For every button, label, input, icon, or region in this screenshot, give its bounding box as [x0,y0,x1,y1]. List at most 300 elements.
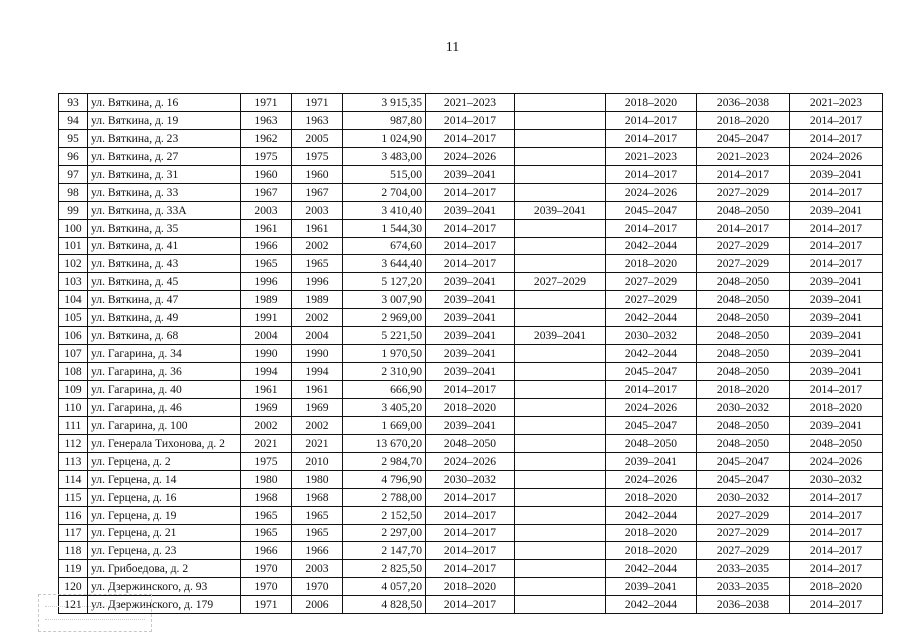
year-cell: 2002 [292,309,343,327]
period-cell: 2039–2041 [790,201,883,219]
period-cell: 2014–2017 [606,165,697,183]
period-cell: 2027–2029 [697,506,790,524]
construction-year-cell: 1996 [241,273,292,291]
period-cell [515,94,606,112]
period-cell: 2048–2050 [697,363,790,381]
address-cell: ул. Вяткина, д. 33 [88,183,241,201]
period-cell: 2014–2017 [426,219,515,237]
construction-year-cell: 1970 [241,560,292,578]
row-number-cell: 118 [59,542,88,560]
period-cell: 2039–2041 [790,416,883,434]
year-cell: 1996 [292,273,343,291]
period-cell [515,345,606,363]
table-row [59,94,883,112]
year-cell: 1965 [292,524,343,542]
row-number-cell: 108 [59,363,88,381]
period-cell: 2048–2050 [606,434,697,452]
period-cell: 2042–2044 [606,309,697,327]
table-row [59,560,883,578]
period-cell [515,470,606,488]
table-row [59,165,883,183]
period-cell: 2014–2017 [426,111,515,129]
period-cell: 2039–2041 [515,201,606,219]
period-cell: 2027–2029 [697,524,790,542]
period-cell: 2018–2020 [606,524,697,542]
row-number-cell: 96 [59,147,88,165]
construction-year-cell: 1969 [241,398,292,416]
address-cell: ул. Герцена, д. 23 [88,542,241,560]
year-cell: 2004 [292,327,343,345]
construction-year-cell: 1968 [241,488,292,506]
period-cell: 2014–2017 [426,129,515,147]
table-row [59,542,883,560]
period-cell: 2014–2017 [790,506,883,524]
year-cell: 2002 [292,416,343,434]
period-cell: 2027–2029 [606,273,697,291]
row-number-cell: 101 [59,237,88,255]
period-cell: 2014–2017 [790,381,883,399]
period-cell: 2014–2017 [426,596,515,614]
period-cell: 2014–2017 [790,219,883,237]
year-cell: 1990 [292,345,343,363]
period-cell: 2014–2017 [790,255,883,273]
period-cell [515,434,606,452]
area-cell: 2 788,00 [343,488,426,506]
area-cell: 674,60 [343,237,426,255]
period-cell [515,363,606,381]
period-cell [515,488,606,506]
table-row [59,273,883,291]
period-cell: 2014–2017 [606,111,697,129]
row-number-cell: 95 [59,129,88,147]
area-cell: 2 297,00 [343,524,426,542]
area-cell: 1 024,90 [343,129,426,147]
period-cell: 2014–2017 [790,111,883,129]
period-cell: 2014–2017 [426,506,515,524]
construction-year-cell: 1975 [241,147,292,165]
table-row [59,129,883,147]
period-cell: 2033–2035 [697,560,790,578]
period-cell: 2024–2026 [606,470,697,488]
period-cell [515,165,606,183]
period-cell: 2048–2050 [790,434,883,452]
period-cell [515,452,606,470]
year-cell: 1963 [292,111,343,129]
address-cell: ул. Вяткина, д. 23 [88,129,241,147]
period-cell: 2039–2041 [426,345,515,363]
year-cell: 2005 [292,129,343,147]
period-cell: 2039–2041 [426,363,515,381]
year-cell: 1971 [292,94,343,112]
address-cell: ул. Дзержинского, д. 179 [88,596,241,614]
address-cell: ул. Гагарина, д. 34 [88,345,241,363]
row-number-cell: 93 [59,94,88,112]
area-cell: 2 825,50 [343,560,426,578]
address-cell: ул. Гагарина, д. 100 [88,416,241,434]
period-cell: 2039–2041 [790,363,883,381]
row-number-cell: 120 [59,578,88,596]
year-cell: 2010 [292,452,343,470]
year-cell: 1961 [292,381,343,399]
year-cell: 1960 [292,165,343,183]
address-cell: ул. Вяткина, д. 68 [88,327,241,345]
table-row [59,524,883,542]
period-cell: 2027–2029 [697,255,790,273]
construction-year-cell: 2003 [241,201,292,219]
year-cell: 1967 [292,183,343,201]
construction-year-cell: 1961 [241,381,292,399]
period-cell [515,596,606,614]
period-cell [515,578,606,596]
period-cell: 2039–2041 [790,345,883,363]
period-cell: 2039–2041 [790,165,883,183]
address-cell: ул. Вяткина, д. 19 [88,111,241,129]
table-row [59,434,883,452]
address-cell: ул. Герцена, д. 2 [88,452,241,470]
period-cell: 2045–2047 [697,470,790,488]
period-cell: 2018–2020 [606,94,697,112]
period-cell: 2039–2041 [606,452,697,470]
construction-year-cell: 2021 [241,434,292,452]
period-cell: 2048–2050 [697,291,790,309]
period-cell: 2039–2041 [426,273,515,291]
year-cell: 1970 [292,578,343,596]
table-row [59,596,883,614]
address-cell: ул. Гагарина, д. 40 [88,381,241,399]
period-cell [515,237,606,255]
period-cell: 2039–2041 [426,327,515,345]
period-cell: 2014–2017 [606,129,697,147]
period-cell: 2014–2017 [790,237,883,255]
period-cell: 2018–2020 [790,578,883,596]
construction-year-cell: 1967 [241,183,292,201]
row-number-cell: 98 [59,183,88,201]
row-number-cell: 97 [59,165,88,183]
year-cell: 1968 [292,488,343,506]
address-cell: ул. Вяткина, д. 16 [88,94,241,112]
period-cell: 2030–2032 [606,327,697,345]
period-cell: 2036–2038 [697,94,790,112]
year-cell: 2003 [292,560,343,578]
period-cell [515,111,606,129]
period-cell: 2024–2026 [606,398,697,416]
period-cell: 2027–2029 [697,237,790,255]
period-cell: 2018–2020 [790,398,883,416]
period-cell: 2039–2041 [426,416,515,434]
table-row [59,381,883,399]
table-row [59,201,883,219]
period-cell: 2014–2017 [790,183,883,201]
construction-year-cell: 2004 [241,327,292,345]
period-cell: 2045–2047 [697,129,790,147]
construction-year-cell: 1966 [241,237,292,255]
period-cell: 2030–2032 [697,398,790,416]
period-cell: 2018–2020 [697,381,790,399]
period-cell: 2014–2017 [606,381,697,399]
area-cell: 2 984,70 [343,452,426,470]
table-row [59,327,883,345]
row-number-cell: 99 [59,201,88,219]
period-cell: 2014–2017 [790,129,883,147]
area-cell: 4 796,90 [343,470,426,488]
address-cell: ул. Вяткина, д. 43 [88,255,241,273]
period-cell: 2014–2017 [790,524,883,542]
area-cell: 515,00 [343,165,426,183]
construction-year-cell: 1994 [241,363,292,381]
period-cell: 2045–2047 [697,452,790,470]
period-cell: 2024–2026 [790,452,883,470]
period-cell: 2014–2017 [426,560,515,578]
row-number-cell: 112 [59,434,88,452]
table-row [59,470,883,488]
table-row [59,452,883,470]
row-number-cell: 94 [59,111,88,129]
address-cell: ул. Вяткина, д. 33А [88,201,241,219]
period-cell: 2048–2050 [426,434,515,452]
period-cell [515,381,606,399]
address-cell: ул. Вяткина, д. 41 [88,237,241,255]
year-cell: 2002 [292,237,343,255]
period-cell: 2048–2050 [697,201,790,219]
construction-year-cell: 1970 [241,578,292,596]
row-number-cell: 100 [59,219,88,237]
period-cell: 2039–2041 [790,273,883,291]
area-cell: 2 310,90 [343,363,426,381]
year-cell: 2003 [292,201,343,219]
address-cell: ул. Вяткина, д. 31 [88,165,241,183]
area-cell: 4 828,50 [343,596,426,614]
table-row [59,147,883,165]
period-cell: 2014–2017 [697,219,790,237]
table-row [59,398,883,416]
year-cell: 1966 [292,542,343,560]
period-cell [515,183,606,201]
address-cell: ул. Дзержинского, д. 93 [88,578,241,596]
table-row [59,183,883,201]
period-cell: 2039–2041 [790,327,883,345]
construction-year-cell: 1971 [241,596,292,614]
construction-year-cell: 1963 [241,111,292,129]
construction-year-cell: 1989 [241,291,292,309]
period-cell: 2014–2017 [426,542,515,560]
period-cell: 2039–2041 [426,201,515,219]
area-cell: 2 704,00 [343,183,426,201]
year-cell: 1989 [292,291,343,309]
row-number-cell: 115 [59,488,88,506]
period-cell: 2033–2035 [697,578,790,596]
table-body [59,94,883,614]
table-row [59,237,883,255]
address-cell: ул. Гагарина, д. 46 [88,398,241,416]
construction-year-cell: 2002 [241,416,292,434]
area-cell: 1 669,00 [343,416,426,434]
area-cell: 3 915,35 [343,94,426,112]
period-cell: 2027–2029 [697,542,790,560]
table-row [59,345,883,363]
construction-year-cell: 1965 [241,506,292,524]
period-cell: 2014–2017 [790,596,883,614]
period-cell: 2048–2050 [697,416,790,434]
period-cell [515,309,606,327]
row-number-cell: 102 [59,255,88,273]
period-cell: 2014–2017 [426,488,515,506]
address-cell: ул. Герцена, д. 14 [88,470,241,488]
period-cell: 2048–2050 [697,434,790,452]
table-row [59,255,883,273]
period-cell: 2014–2017 [426,524,515,542]
construction-year-cell: 1991 [241,309,292,327]
construction-year-cell: 1975 [241,452,292,470]
period-cell: 2039–2041 [790,309,883,327]
period-cell: 2039–2041 [426,309,515,327]
address-cell: ул. Вяткина, д. 49 [88,309,241,327]
row-number-cell: 116 [59,506,88,524]
period-cell: 2039–2041 [426,291,515,309]
period-cell [515,255,606,273]
area-cell: 5 127,20 [343,273,426,291]
row-number-cell: 114 [59,470,88,488]
area-cell: 13 670,20 [343,434,426,452]
address-cell: ул. Грибоедова, д. 2 [88,560,241,578]
construction-year-cell: 1966 [241,542,292,560]
table-row [59,578,883,596]
row-number-cell: 105 [59,309,88,327]
period-cell [515,506,606,524]
construction-year-cell: 1965 [241,524,292,542]
period-cell: 2027–2029 [606,291,697,309]
period-cell: 2042–2044 [606,506,697,524]
period-cell: 2045–2047 [606,201,697,219]
address-cell: ул. Герцена, д. 19 [88,506,241,524]
period-cell: 2014–2017 [790,542,883,560]
area-cell: 2 152,50 [343,506,426,524]
period-cell: 2021–2023 [426,94,515,112]
period-cell: 2039–2041 [606,578,697,596]
period-cell: 2014–2017 [426,255,515,273]
table-row [59,309,883,327]
area-cell: 666,90 [343,381,426,399]
area-cell: 5 221,50 [343,327,426,345]
area-cell: 1 544,30 [343,219,426,237]
period-cell: 2014–2017 [697,165,790,183]
address-cell: ул. Герцена, д. 21 [88,524,241,542]
period-cell: 2018–2020 [606,488,697,506]
period-cell: 2018–2020 [426,398,515,416]
period-cell: 2018–2020 [426,578,515,596]
period-cell [515,291,606,309]
period-cell [515,398,606,416]
row-number-cell: 111 [59,416,88,434]
period-cell: 2014–2017 [426,183,515,201]
period-cell [515,524,606,542]
period-cell: 2042–2044 [606,237,697,255]
area-cell: 987,80 [343,111,426,129]
period-cell: 2014–2017 [426,381,515,399]
table-row [59,219,883,237]
area-cell: 3 644,40 [343,255,426,273]
page-number: 11 [445,40,460,55]
period-cell [515,219,606,237]
period-cell: 2036–2038 [697,596,790,614]
period-cell [515,147,606,165]
construction-year-cell: 1960 [241,165,292,183]
period-cell: 2018–2020 [606,255,697,273]
period-cell: 2021–2023 [790,94,883,112]
row-number-cell: 109 [59,381,88,399]
period-cell: 2039–2041 [426,165,515,183]
period-cell: 2027–2029 [697,183,790,201]
table-row [59,506,883,524]
period-cell: 2042–2044 [606,560,697,578]
period-cell: 2014–2017 [426,237,515,255]
period-cell: 2045–2047 [606,363,697,381]
area-cell: 3 007,90 [343,291,426,309]
period-cell: 2030–2032 [697,488,790,506]
address-cell: ул. Гагарина, д. 36 [88,363,241,381]
year-cell: 1980 [292,470,343,488]
area-cell: 3 405,20 [343,398,426,416]
table-row [59,111,883,129]
table-row [59,363,883,381]
period-cell [515,542,606,560]
period-cell: 2030–2032 [790,470,883,488]
construction-year-cell: 1965 [241,255,292,273]
period-cell: 2030–2032 [426,470,515,488]
period-cell [515,129,606,147]
period-cell: 2045–2047 [606,416,697,434]
address-cell: ул. Герцена, д. 16 [88,488,241,506]
period-cell: 2024–2026 [606,183,697,201]
year-cell: 1994 [292,363,343,381]
period-cell: 2014–2017 [606,219,697,237]
year-cell: 1965 [292,255,343,273]
address-cell: ул. Генерала Тихонова, д. 2 [88,434,241,452]
row-number-cell: 119 [59,560,88,578]
period-cell [515,416,606,434]
construction-year-cell: 1961 [241,219,292,237]
address-cell: ул. Вяткина, д. 45 [88,273,241,291]
period-cell: 2039–2041 [515,327,606,345]
faint-stamp-mark [38,594,152,632]
year-cell: 1961 [292,219,343,237]
address-cell: ул. Вяткина, д. 27 [88,147,241,165]
period-cell: 2021–2023 [606,147,697,165]
row-number-cell: 110 [59,398,88,416]
area-cell: 2 147,70 [343,542,426,560]
year-cell: 1965 [292,506,343,524]
row-number-cell: 103 [59,273,88,291]
row-number-cell: 113 [59,452,88,470]
table-row [59,291,883,309]
area-cell: 2 969,00 [343,309,426,327]
year-cell: 2021 [292,434,343,452]
period-cell: 2048–2050 [697,309,790,327]
construction-year-cell: 1962 [241,129,292,147]
row-number-cell: 117 [59,524,88,542]
address-cell: ул. Вяткина, д. 47 [88,291,241,309]
year-cell: 1969 [292,398,343,416]
construction-year-cell: 1990 [241,345,292,363]
address-cell: ул. Вяткина, д. 35 [88,219,241,237]
period-cell: 2042–2044 [606,345,697,363]
period-cell: 2024–2026 [426,452,515,470]
row-number-cell: 104 [59,291,88,309]
year-cell: 2006 [292,596,343,614]
year-cell: 1975 [292,147,343,165]
table-row [59,488,883,506]
row-number-cell: 107 [59,345,88,363]
period-cell: 2014–2017 [790,488,883,506]
